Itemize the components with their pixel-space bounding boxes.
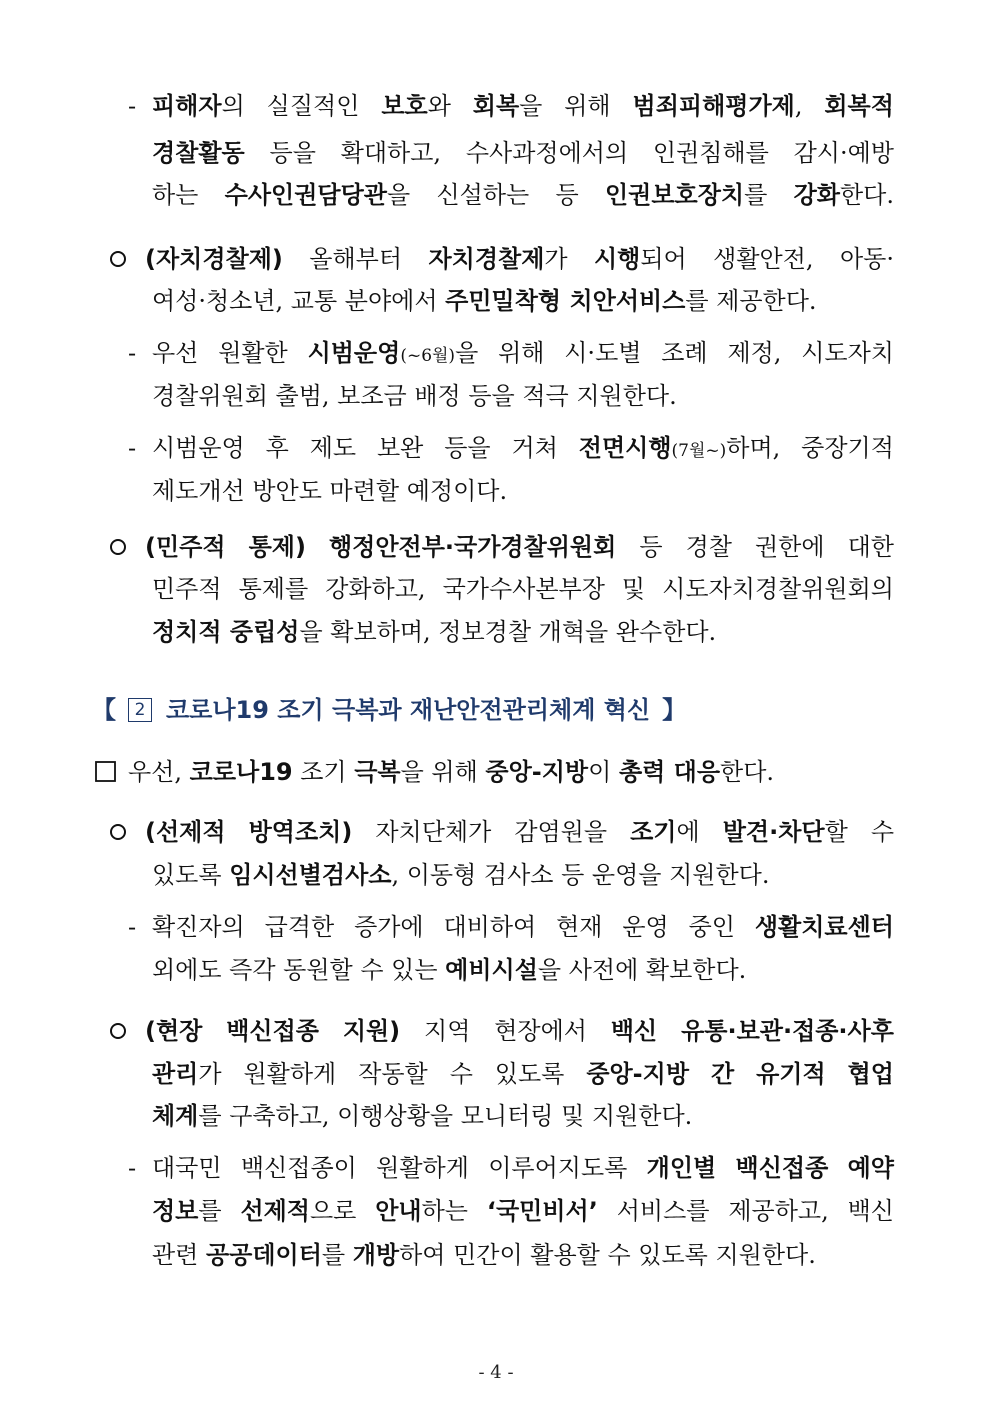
- text-run: 조례: [661, 339, 708, 367]
- word: [848, 1153, 894, 1183]
- text-line: [152, 286, 817, 316]
- word: [755, 912, 894, 942]
- word: [375, 1196, 468, 1226]
- word: [586, 1059, 689, 1089]
- text-line: [152, 476, 507, 506]
- word: [824, 91, 894, 121]
- word: [605, 180, 767, 210]
- text-run: 등: [555, 181, 579, 209]
- word: [145, 817, 226, 847]
- text-line: [152, 1240, 816, 1270]
- text-run: 자치단체가: [375, 818, 492, 846]
- text-run: 통제를: [238, 575, 309, 603]
- bold-text: 회복: [472, 92, 520, 120]
- bold-text: 강화: [793, 181, 840, 209]
- text-run: 제공하고,: [728, 1197, 829, 1225]
- page-number: - 4 -: [478, 1362, 514, 1383]
- word: [325, 574, 425, 604]
- word: [152, 138, 245, 168]
- text-run: 위해: [498, 339, 545, 367]
- text-run: , 이동형 검사소 등 운영을 지원한다.: [391, 861, 770, 889]
- word: [848, 532, 894, 562]
- word: [152, 180, 198, 210]
- dash-bullet: -: [128, 913, 137, 941]
- dash-bullet: -: [128, 92, 137, 120]
- word: [498, 338, 544, 368]
- word: [686, 532, 732, 562]
- text-line: [152, 180, 894, 210]
- circle-bullet-icon: [108, 532, 130, 562]
- word: [556, 180, 579, 210]
- word: [241, 1153, 357, 1183]
- bold-text: ‘국민비서’: [486, 1197, 598, 1225]
- word: [617, 1196, 710, 1226]
- word: [647, 1153, 717, 1183]
- text-line: [145, 817, 894, 847]
- bold-text: 시범운영: [307, 339, 401, 367]
- bold-text: 범죄피해평가제: [632, 92, 795, 120]
- text-run: 하는: [421, 1197, 468, 1225]
- word: [424, 1016, 470, 1046]
- text-line: [152, 860, 769, 890]
- text-run: 제정,: [727, 339, 782, 367]
- word: [801, 338, 894, 368]
- word: [249, 817, 353, 847]
- dash-bullet: -: [128, 339, 137, 367]
- text-run: ,: [794, 92, 803, 120]
- word: [145, 1016, 202, 1046]
- text-run: 와: [427, 92, 451, 120]
- text-run: 시도자치: [801, 339, 894, 367]
- bold-text: 정보: [152, 1197, 199, 1225]
- word: [473, 91, 543, 121]
- bold-text: 체계: [152, 1102, 199, 1130]
- text-run: 을 위해: [400, 758, 486, 786]
- word: [662, 574, 894, 604]
- text-run: 을: [455, 339, 479, 367]
- word: [225, 180, 410, 210]
- word: [848, 1059, 894, 1089]
- word: [727, 338, 781, 368]
- text-line: [152, 574, 894, 604]
- bold-text: 주민밀착형 치안서비스: [445, 287, 686, 315]
- word: [630, 817, 700, 847]
- text-run: 등을: [444, 434, 491, 462]
- word: [848, 1196, 894, 1226]
- word: [226, 1016, 319, 1046]
- heading-open-bracket: 【: [92, 696, 116, 724]
- text-run: 되어: [640, 245, 687, 273]
- word: [249, 532, 306, 562]
- word: [152, 912, 245, 942]
- text-run: 를 제공한다.: [685, 287, 817, 315]
- word: [443, 574, 605, 604]
- text-run: (7월~): [671, 441, 727, 461]
- word: [794, 180, 894, 210]
- bold-text: 정치적 중립성: [152, 618, 300, 646]
- text-run: 생활안전,: [713, 245, 814, 273]
- word: [428, 244, 567, 274]
- text-run: 하며,: [726, 434, 781, 462]
- text-run: 경찰: [685, 533, 732, 561]
- bold-text: 회복적: [824, 92, 894, 120]
- text-run: 시도자치경찰위원회의: [662, 575, 894, 603]
- text-run: 가: [544, 245, 568, 273]
- word: [444, 433, 490, 463]
- text-run: 을 확보하며, 정보경찰 개혁을 완수한다.: [299, 618, 717, 646]
- word: [711, 1059, 734, 1089]
- bold-text: 협업: [847, 1060, 894, 1088]
- word: [436, 180, 529, 210]
- text-line: [152, 1196, 894, 1226]
- text-run: 제도개선 방안도 마련할 예정이다.: [152, 477, 508, 505]
- bold-text: 자치경찰제: [428, 245, 545, 273]
- bold-text: 지원): [342, 1017, 401, 1045]
- text-run: 대국민: [152, 1154, 222, 1182]
- word: [267, 91, 360, 121]
- word: [689, 912, 735, 942]
- bold-text: 공공데이터: [206, 1241, 322, 1269]
- bold-text: 방역조치): [248, 818, 353, 846]
- word: [450, 1059, 473, 1089]
- word: [152, 1196, 222, 1226]
- text-run: 대한: [847, 533, 894, 561]
- bold-text: 극복: [354, 758, 401, 786]
- word: [633, 91, 803, 121]
- bold-text: 코로나19: [189, 758, 293, 786]
- text-run: 보완: [376, 434, 424, 462]
- word: [354, 912, 424, 942]
- word: [152, 1059, 222, 1089]
- text-run: 경찰위원회 출범, 보조금 배정 등을 적극 지원한다.: [152, 382, 677, 410]
- bold-text: 백신접종: [735, 1154, 829, 1182]
- word: [713, 244, 813, 274]
- word: [444, 912, 537, 942]
- text-run: 감염원을: [514, 818, 608, 846]
- text-run: 후: [265, 434, 289, 462]
- bold-text: 조기: [630, 818, 677, 846]
- text-run: 인권침해를: [652, 139, 769, 167]
- text-run: 여성·청소년, 교통 분야에서: [152, 287, 446, 315]
- word: [495, 1059, 565, 1089]
- text-run: 백신: [847, 1197, 894, 1225]
- text-run: 우선,: [128, 758, 190, 786]
- word: [871, 817, 894, 847]
- word: [152, 433, 245, 463]
- text-run: 감시·예방: [793, 139, 894, 167]
- text-run: 확대하고,: [340, 139, 442, 167]
- text-run: 이루어지도록: [488, 1154, 628, 1182]
- text-line: [152, 912, 894, 942]
- text-line: [145, 532, 894, 562]
- word: [564, 91, 610, 121]
- text-run: 를: [198, 1197, 222, 1225]
- text-run: 운영: [622, 913, 669, 941]
- bold-text: (자치경찰제): [145, 245, 283, 273]
- word: [736, 1153, 829, 1183]
- bold-text: 유기적: [756, 1060, 826, 1088]
- bold-text: 보호: [381, 92, 428, 120]
- text-run: 있도록: [152, 861, 230, 889]
- text-run: 등: [639, 533, 663, 561]
- bold-text: 전면시행: [578, 434, 672, 462]
- text-line: [152, 381, 677, 411]
- text-line: [152, 138, 894, 168]
- bold-text: 경찰활동: [152, 139, 245, 167]
- text-run: 위해: [564, 92, 611, 120]
- word: [244, 1059, 337, 1089]
- word: [622, 912, 668, 942]
- text-run: 확진자의: [152, 913, 245, 941]
- word: [270, 138, 316, 168]
- word: [152, 338, 198, 368]
- text-run: 급격한: [264, 913, 335, 941]
- word: [487, 1196, 598, 1226]
- text-run: 으로: [310, 1197, 357, 1225]
- text-run: 수: [870, 818, 894, 846]
- word: [145, 244, 283, 274]
- word: [329, 532, 616, 562]
- text-run: 조기: [292, 758, 355, 786]
- bold-text: 시행: [593, 245, 641, 273]
- bold-text: 인권보호장치: [604, 181, 745, 209]
- word: [681, 1016, 894, 1046]
- word: [152, 91, 245, 121]
- text-run: 현재: [556, 913, 603, 941]
- text-run: 가: [198, 1060, 222, 1088]
- bold-text: 중앙-지방: [485, 758, 589, 786]
- word: [661, 338, 707, 368]
- word: [466, 138, 628, 168]
- section-title: 코로나19 조기 극복과 재난안전관리체계 혁신: [166, 696, 651, 724]
- word: [579, 433, 781, 463]
- word: [728, 1196, 828, 1226]
- text-run: 를: [321, 1241, 353, 1269]
- bold-text: 간: [710, 1060, 735, 1088]
- dash-bullet: -: [128, 434, 137, 462]
- text-run: 올해부터: [309, 245, 403, 273]
- text-run: 하는: [152, 181, 199, 209]
- bold-text: 개방: [352, 1241, 400, 1269]
- bold-text: 임시선별검사소: [229, 861, 392, 889]
- word: [341, 138, 441, 168]
- circle-bullet-icon: [108, 817, 130, 847]
- text-run: 중장기적: [801, 434, 894, 462]
- text-line: [145, 1016, 894, 1046]
- text-line: [145, 244, 894, 274]
- word: [265, 912, 335, 942]
- bold-text: 생활치료센터: [754, 913, 894, 941]
- word: [653, 138, 769, 168]
- bold-text: 발견·차단: [722, 818, 825, 846]
- bold-text: 개인별: [646, 1154, 717, 1182]
- text-run: 수사과정에서의: [465, 139, 629, 167]
- text-run: 증가에: [354, 913, 424, 941]
- circle-bullet-icon: [108, 1016, 130, 1046]
- word: [381, 91, 451, 121]
- word: [639, 532, 662, 562]
- bold-text: 피해자: [152, 92, 222, 120]
- text-run: 국가수사본부장: [442, 575, 605, 603]
- word: [376, 1153, 469, 1183]
- text-line: [152, 617, 716, 647]
- word: [611, 1016, 657, 1046]
- bold-text: 예비시설: [445, 956, 538, 984]
- word: [512, 433, 558, 463]
- bold-text: 예약: [847, 1154, 894, 1182]
- text-run: 을 사전에 확보한다.: [537, 956, 747, 984]
- word: [309, 244, 402, 274]
- word: [377, 433, 423, 463]
- word: [308, 338, 479, 368]
- bold-text: (현장: [145, 1017, 203, 1045]
- text-run: 강화하고,: [325, 575, 426, 603]
- word: [240, 1196, 356, 1226]
- text-line: [152, 955, 746, 985]
- word: [152, 574, 222, 604]
- word: [594, 244, 687, 274]
- text-run: 있도록: [494, 1060, 565, 1088]
- text-run: 시·도별: [564, 339, 642, 367]
- text-run: 작동할: [358, 1060, 428, 1088]
- section-number-box: 2: [128, 698, 152, 722]
- text-run: 및: [621, 575, 646, 603]
- section-heading: [92, 694, 686, 726]
- circle-bullet-icon: [108, 244, 130, 274]
- text-run: 원활하게: [376, 1154, 469, 1182]
- text-run: 민주적: [152, 575, 222, 603]
- word: [152, 1153, 222, 1183]
- word: [840, 244, 894, 274]
- text-run: 서비스를: [616, 1197, 710, 1225]
- bold-text: 백신접종: [226, 1017, 319, 1045]
- text-run: 를: [744, 181, 768, 209]
- text-run: 권한에: [755, 533, 825, 561]
- bold-text: 총력 대응: [618, 758, 721, 786]
- word: [488, 1153, 627, 1183]
- text-run: 지역: [424, 1017, 471, 1045]
- text-run: 의: [221, 92, 245, 120]
- text-run: 원활한: [218, 339, 288, 367]
- word: [723, 817, 848, 847]
- text-run: 관련: [152, 1241, 206, 1269]
- text-run: 실질적인: [266, 92, 360, 120]
- text-run: 등을: [269, 139, 316, 167]
- text-run: 수: [449, 1060, 473, 1088]
- text-run: 시범운영: [152, 434, 245, 462]
- word: [266, 433, 289, 463]
- text-run: 에: [676, 818, 700, 846]
- text-run: 백신접종이: [240, 1154, 357, 1182]
- bold-text: 선제적: [240, 1197, 310, 1225]
- word: [622, 574, 645, 604]
- text-line: [152, 433, 894, 463]
- text-run: 을: [386, 181, 411, 209]
- text-run: 중인: [688, 913, 735, 941]
- text-run: 한다.: [839, 181, 894, 209]
- text-run: 신설하는: [436, 181, 530, 209]
- text-line: [152, 91, 894, 121]
- text-run: 를 구축하고, 이행상황을 모니터링 및 지원한다.: [198, 1102, 693, 1130]
- word: [310, 433, 356, 463]
- bold-text: (선제적: [145, 818, 226, 846]
- word: [358, 1059, 428, 1089]
- word: [375, 817, 491, 847]
- text-line: [152, 338, 894, 368]
- checkbox-square-icon: [94, 757, 118, 787]
- text-run: 제도: [309, 434, 357, 462]
- word: [756, 1059, 826, 1089]
- text-run: 현장에서: [494, 1017, 587, 1045]
- word: [494, 1016, 587, 1046]
- word: [514, 817, 607, 847]
- text-run: 이: [588, 758, 619, 786]
- dash-bullet: -: [128, 1154, 137, 1182]
- text-run: 아동·: [839, 245, 894, 273]
- bold-text: 행정안전부·국가경찰위원회: [328, 533, 617, 561]
- word: [145, 532, 226, 562]
- bold-text: 수사인권담당관: [224, 181, 387, 209]
- word: [801, 433, 894, 463]
- word: [755, 532, 825, 562]
- bold-text: 백신: [610, 1017, 658, 1045]
- text-run: 할: [824, 818, 848, 846]
- text-run: 하여 민간이 활용할 수 있도록 지원한다.: [399, 1241, 816, 1269]
- bold-text: (민주적: [145, 533, 226, 561]
- text-run: 외에도 즉각 동원할 수 있는: [152, 956, 446, 984]
- word: [794, 138, 894, 168]
- heading-close-bracket: 】: [662, 696, 687, 724]
- bold-text: 통제): [248, 533, 306, 561]
- word: [343, 1016, 400, 1046]
- text-run: 우선: [152, 339, 199, 367]
- text-run: 거쳐: [511, 434, 558, 462]
- bold-text: 관리: [152, 1060, 199, 1088]
- text-run: 을: [519, 92, 543, 120]
- text-line: [152, 1153, 894, 1183]
- text-run: 원활하게: [243, 1060, 337, 1088]
- bold-text: 중앙-지방: [586, 1060, 690, 1088]
- bold-text: 안내: [375, 1197, 422, 1225]
- text-run: 대비하여: [443, 913, 537, 941]
- text-run: 한다.: [720, 758, 775, 786]
- bold-text: 유통·보관·접종·사후: [681, 1017, 894, 1045]
- word: [239, 574, 309, 604]
- text-line: [152, 1101, 692, 1131]
- word: [556, 912, 602, 942]
- word: [218, 338, 288, 368]
- text-line: [152, 1059, 894, 1089]
- word: [564, 338, 641, 368]
- text-run: (~6월): [400, 346, 456, 366]
- text-line: [128, 757, 774, 787]
